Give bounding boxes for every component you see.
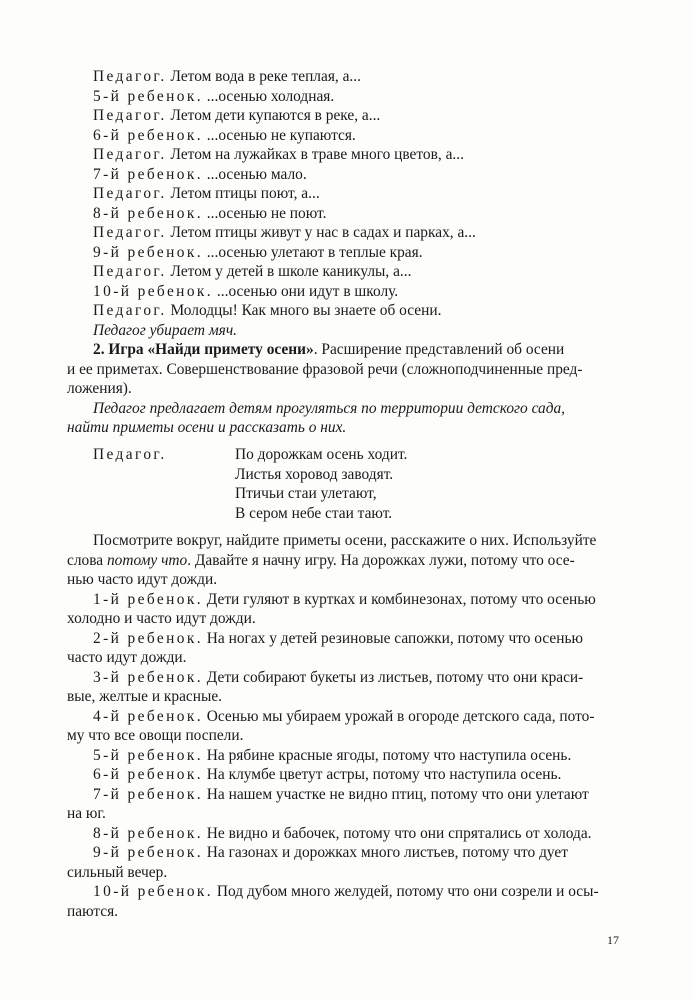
answer-continuation: часто идут дожди. [67, 649, 187, 666]
line-text: ...осенью они идут в школу. [213, 282, 399, 300]
page-number: 17 [607, 933, 619, 947]
line-text: Летом на лужайках в траве много цветов, а... [166, 146, 464, 163]
poem-speaker: Педагог. [93, 446, 167, 463]
speaker: Педагог. [93, 224, 167, 241]
answer-text: Дети гуляют в куртках и комбинезонах, потому что осенью [202, 590, 596, 608]
line-text: Летом птицы живут у нас в садах и парках, а... [166, 224, 476, 241]
answer-continuation: сильный вечер. [67, 863, 168, 881]
answer-line [93, 707, 595, 726]
answer-line [93, 882, 599, 901]
dialogue-line [93, 165, 307, 184]
game-title: «Найди примету осени» [147, 341, 314, 358]
speaker: Педагог. [93, 146, 167, 163]
line-text: Летом птицы поют, а... [166, 185, 320, 202]
answer-continuation: холодно и часто идут дожди. [67, 610, 256, 627]
speaker: 5-й ребенок. [93, 87, 203, 105]
speaker: 7-й ребенок. [93, 165, 203, 183]
answer-text: Под дубом много желудей, потому что они созрели и осы- [213, 883, 599, 900]
line-text: Летом у детей в школе каникулы, а... [166, 263, 412, 280]
answer-text: На рябине красные ягоды, потому что наступила осень. [202, 746, 572, 764]
poem-line: Листья хоровод заводят. [235, 465, 394, 483]
answer-text: На клумбе цветут астры, потому что наступила осень. [202, 766, 562, 783]
answer-line [93, 746, 571, 765]
game-heading [93, 340, 564, 359]
dialogue-line [93, 243, 423, 262]
line-text: ...осенью мало. [202, 165, 307, 183]
answer-continuation: му что все овощи поспели. [67, 727, 244, 744]
game-goal-line: и ее приметах. Совершенствование фразовой речи (сложноподчиненные пред- [67, 360, 583, 378]
answer-continuation: на юг. [67, 805, 106, 822]
speaker: 6-й ребенок. [93, 126, 203, 144]
game-goal: . Расширение представлений об осени [313, 341, 565, 358]
dialogue-line [93, 184, 320, 203]
stage-direction: Педагог убирает мяч. [93, 321, 238, 339]
dialogue-line [93, 145, 464, 164]
line-text: ...осенью улетают в теплые края. [202, 243, 423, 261]
speaker: 1-й ребенок. [93, 590, 203, 608]
dialogue-line [93, 282, 398, 301]
answer-line [93, 843, 568, 862]
stage-direction: Педагог предлагает детям прогуляться по территории детского сада, [93, 399, 566, 417]
answer-continuation: вые, желтые и красные. [67, 688, 222, 705]
speaker: 10-й ребенок. [93, 282, 214, 300]
speaker: Педагог. [93, 68, 167, 85]
stage-direction: найти приметы осени и рассказать о них. [67, 419, 347, 436]
answer-line [93, 590, 596, 609]
speaker: 8-й ребенок. [93, 204, 203, 222]
line-text: ...осенью не купаются. [202, 126, 356, 144]
answer-text: Осенью мы убираем урожай в огороде детского сада, пото- [202, 707, 595, 725]
answer-text: Дети собирают букеты из листьев, потому что они краси- [202, 668, 584, 686]
answer-line [93, 668, 583, 687]
speaker: 10-й ребенок. [93, 883, 214, 900]
line-text: Молодцы! Как много вы знаете об осени. [166, 302, 442, 319]
line-text: Летом вода в реке теплая, а... [166, 68, 361, 85]
speaker: 9-й ребенок. [93, 844, 203, 861]
answer-text: На ногах у детей резиновые сапожки, потому что осенью [202, 629, 583, 647]
dialogue-line [93, 106, 380, 125]
game-number: 2. Игра [93, 341, 144, 358]
line-text: ...осенью не поют. [202, 204, 327, 222]
speaker: 3-й ребенок. [93, 668, 203, 686]
answer-text: На газонах и дорожках много листьев, потому что дует [202, 844, 568, 861]
answer-line [93, 824, 592, 843]
poem-line: По дорожкам осень ходит. [235, 446, 408, 463]
poem-line: Птичьи стаи улетают, [235, 485, 377, 502]
intro-line [67, 551, 575, 570]
speaker: 2-й ребенок. [93, 629, 203, 647]
speaker: 5-й ребенок. [93, 746, 203, 764]
dialogue-line [93, 204, 326, 223]
dialogue-line [93, 67, 361, 86]
intro-emphasis: потому что [106, 551, 188, 569]
game-goal-line: ложения). [67, 380, 132, 397]
speaker: 6-й ребенок. [93, 766, 203, 783]
speaker: 7-й ребенок. [93, 785, 203, 803]
answer-line [93, 765, 561, 784]
dialogue-line [93, 301, 441, 320]
answer-line [93, 629, 583, 648]
line-text: Летом дети купаются в реке, а... [166, 107, 381, 124]
speaker: 9-й ребенок. [93, 243, 203, 261]
intro-text: слова [67, 551, 107, 569]
speaker: Педагог. [93, 107, 167, 124]
speaker: 8-й ребенок. [93, 824, 203, 842]
intro-line: нью часто идут дожди. [67, 571, 218, 588]
line-text: ...осенью холодная. [202, 87, 335, 105]
answer-text: Не видно и бабочек, потому что они спрятались от холода. [202, 824, 592, 842]
speaker: Педагог. [93, 185, 167, 202]
dialogue-line [93, 262, 411, 281]
answer-continuation: паются. [67, 902, 119, 920]
intro-text: . Давайте я начну игру. На дорожках лужи, потому что осе- [187, 551, 575, 569]
dialogue-line [93, 87, 334, 106]
poem-line: В сером небе стаи тают. [235, 504, 393, 522]
speaker: 4-й ребенок. [93, 707, 203, 725]
answer-line [93, 785, 589, 804]
speaker: Педагог. [93, 263, 167, 280]
answer-text: На нашем участке не видно птиц, потому что они улетают [202, 785, 589, 803]
dialogue-line [93, 223, 476, 242]
speaker: Педагог. [93, 302, 167, 319]
intro-line: Посмотрите вокруг, найдите приметы осени, расскажите о них. Используйте [93, 532, 597, 549]
dialogue-line [93, 126, 356, 145]
